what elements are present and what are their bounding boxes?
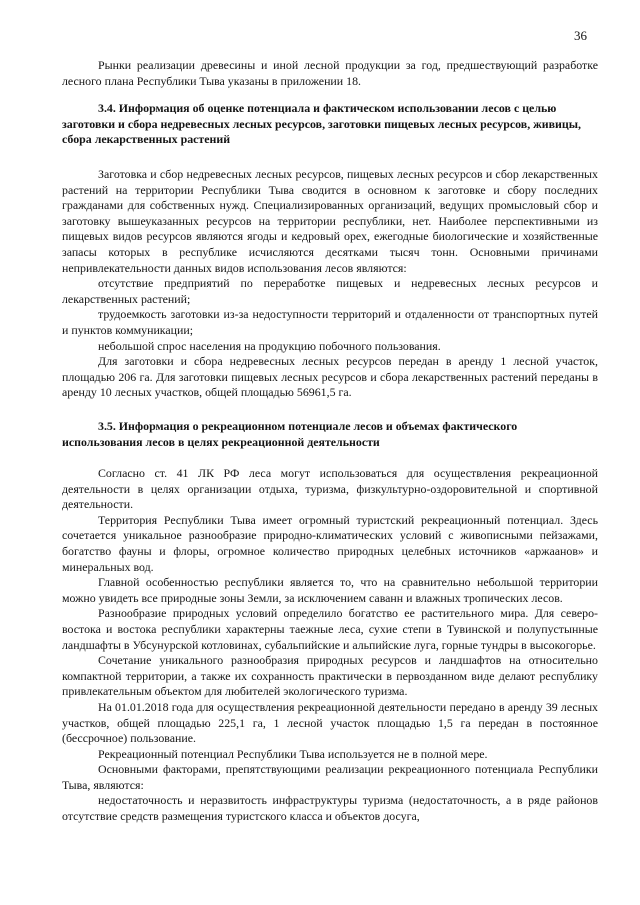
section-3-5-paragraph-5: Сочетание уникального разнообразия природных ресурсов и ландшафтов на относительно компактной территории, а также их сохранность практически в первозданном виде делают республику привлекательным объектом для любителей экологического туризма. [62,653,598,699]
section-3-5 [62,419,598,450]
intro-paragraph: Рынки реализации древесины и иной лесной продукции за год, предшествующий разработке лесного плана Республики Тыва указаны в приложении 18. [62,58,598,88]
page-number: 36 [574,28,587,43]
section-3-4-list-item-1: отсутствие предприятий по переработке пищевых и недревесных лесных ресурсов и лекарственных растений; [62,276,598,306]
section-3-5-paragraph-4: Разнообразие природных условий определило богатство ее растительного мира. Для северо-востока и востока республики характерны таежные леса, сухие степи в Тувинской и полупустынные ландшафты в Убсунурской котловинах, субальпийские и альпийские луга, горные тундры в высокогорье. [62,606,598,652]
intro-paragraph-block [62,58,598,89]
section-3-4-body [62,167,598,401]
section-3-4-paragraph-1: Заготовка и сбор недревесных лесных ресурсов, пищевых лесных ресурсов и сбор лекарственных растений на территории Республики Тыва сводится в основном к заготовке и сбору последних гражданами для собственных нужд. Специализированных организаций, ведущих промысловый сбор и заготовку вышеуказанных ресурсов на территории республики, нет. Наиболее перспективными из пищевых видов ресурсов являются ягоды и кедровый орех, ежегодные биологические и хозяйственные запасы которых в республике исчисляются десятками тысяч тонн. Основными причинами непривлекательности данных видов использования лесов являются: [62,167,598,275]
section-3-5-paragraph-7: Рекреационный потенциал Республики Тыва используется не в полной мере. [98,746,488,761]
section-3-5-paragraph-8: Основными факторами, препятствующими реализации рекреационного потенциала Республики Тыва, являются: [62,762,598,792]
section-3-4-list-item-3: небольшой спрос населения на продукцию побочного пользования. [98,338,441,353]
section-3-4-heading: 3.4. Информация об оценке потенциала и фактическом использовании лесов с целью заготовки и сбора недревесных лесных ресурсов, заготовки пищевых лесных ресурсов, живицы, сбора лекарственных растений [62,101,582,147]
section-3-5-paragraph-6: На 01.01.2018 года для осуществления рекреационной деятельности передано в аренду 39 лесных участков, общей площадью 225,1 га, 1 лесной участок площадью 1,5 га передан в постоянное (бессрочное) пользование. [62,699,598,746]
section-3-5-paragraph-1: Согласно ст. 41 ЛК РФ леса могут использоваться для осуществления рекреационной деятельности в целях организации отдыха, туризма, физкультурно-оздоровительной и спортивной деятельности. [62,466,598,512]
section-3-5-heading: 3.5. Информация о рекреационном потенциале лесов и объемах фактического использования лесов в целях рекреационной деятельности [62,419,518,449]
section-3-5-body [62,466,598,825]
section-3-5-list-item-1: недостаточность и неразвитость инфраструктуры туризма (недостаточность, а в ряде районов отсутствие средств размещения туристского класса и объектов досуга, [62,793,598,824]
section-3-5-paragraph-2: Территория Республики Тыва имеет огромный туристский рекреационный потенциал. Здесь сочетается уникальное разнообразие природно-климатических условий с живописными пейзажами, богатство фауны и флоры, огромное количество природных целебных источников «аржаанов» и минеральных вод. [62,512,598,574]
section-3-4-list-item-2: трудоемкость заготовки из-за недоступности территорий и отдаленности от транспортных путей и пунктов коммуникации; [62,307,598,337]
section-3-5-paragraph-3: Главной особенностью республики является то, что на сравнительно небольшой территории можно увидеть все природные зоны Земли, за исключением саванн и влажных тропических лесов. [62,575,598,605]
section-3-4 [62,101,598,148]
section-3-4-paragraph-2: Для заготовки и сбора недревесных лесных ресурсов передан в аренду 1 лесной участок, площадью 206 га. Для заготовки пищевых лесных ресурсов и сбора лекарственных растений переданы в аренду 10 лесных участков, общей площадью 56961,5 га. [62,354,598,400]
